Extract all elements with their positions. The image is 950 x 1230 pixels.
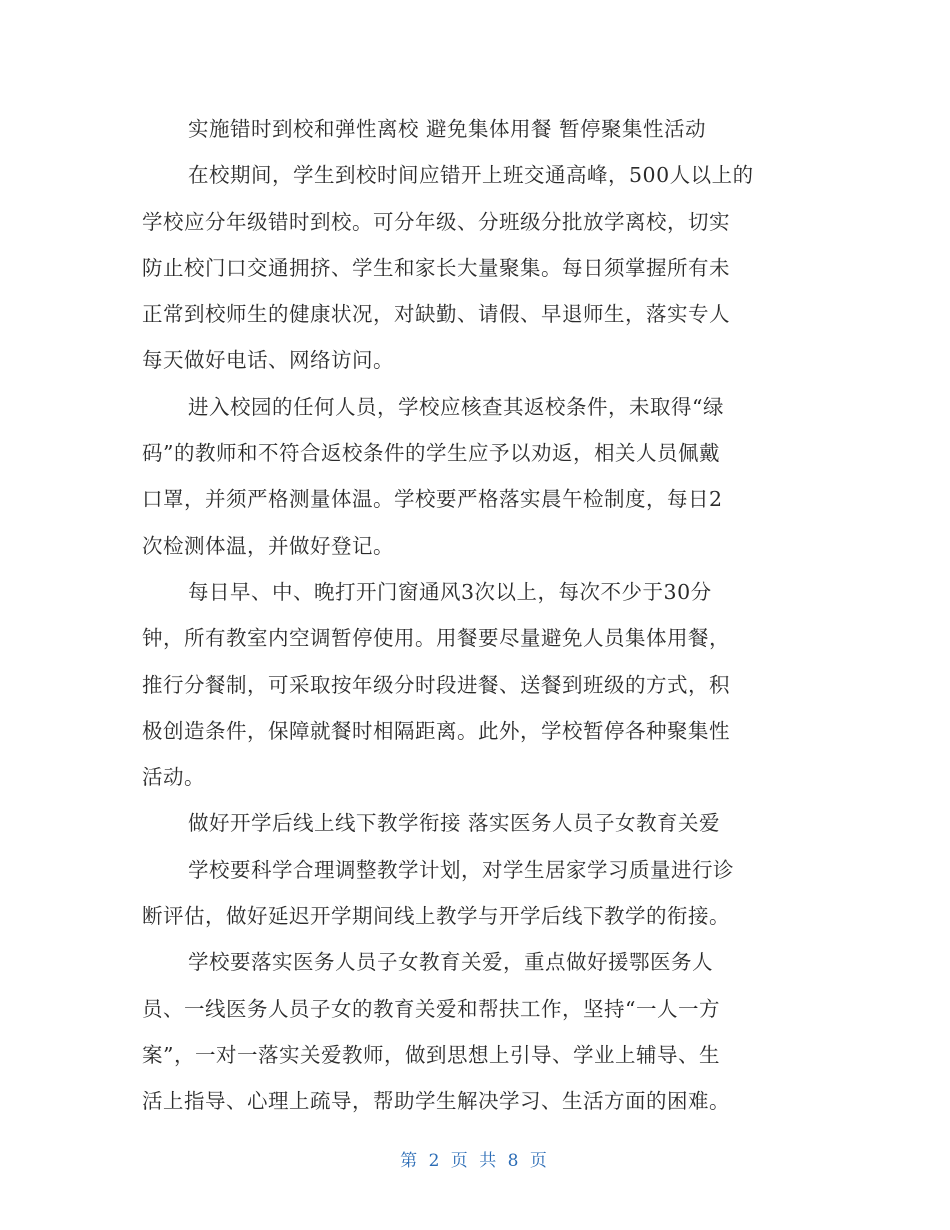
text-line: 码”的教师和不符合返校条件的学生应予以劝返，相关人员佩戴 [142,441,720,466]
text-line: 次检测体温，并做好登记。 [142,533,394,558]
text-line: 极创造条件，保障就餐时相隔距离。此外，学校暂停各种聚集性 [142,718,730,743]
text-line: 在校期间，学生到校时间应错开上班交通高峰，500人以上的 [188,163,754,188]
document-body [142,106,812,1125]
text-line: 实施错时到校和弹性离校 避免集体用餐 暂停聚集性活动 [188,117,707,141]
text-line: 活上指导、心理上疏导，帮助学生解决学习、生活方面的困难。 [142,1089,730,1114]
text-line: 口罩，并须严格测量体温。学校要严格落实晨午检制度，每日2 [142,487,723,512]
text-line: 钟，所有教室内空调暂停使用。用餐要尽量避免人员集体用餐， [142,626,730,651]
text-line: 正常到校师生的健康状况，对缺勤、请假、早退师生，落实专人 [142,302,730,327]
text-line: 断评估，做好延迟开学期间线上教学与开学后线下教学的衔接。 [142,904,730,929]
page-number-footer: 第 2 页 共 8 页 [400,1151,550,1171]
text-line: 进入校园的任何人员，学校应核查其返校条件，未取得“绿 [188,394,724,419]
text-line: 推行分餐制，可采取按年级分时段进餐、送餐到班级的方式，积 [142,672,730,697]
text-line: 案”，一对一落实关爱教师，做到思想上引导、学业上辅导、生 [142,1042,720,1067]
text-line: 员、一线医务人员子女的教育关爱和帮扶工作，坚持“一人一方 [142,996,720,1021]
text-line: 学校应分年级错时到校。可分年级、分班级分批放学离校，切实 [142,209,730,234]
text-line: 学校要落实医务人员子女教育关爱，重点做好援鄂医务人 [188,950,713,975]
text-line: 学校要科学合理调整教学计划，对学生居家学习质量进行诊 [188,857,734,882]
text-line: 做好开学后线上线下教学衔接 落实医务人员子女教育关爱 [188,811,721,836]
text-line: 活动。 [142,765,205,790]
text-line: 防止校门口交通拥挤、学生和家长大量聚集。每日须掌握所有未 [142,255,730,280]
text-line: 每日早、中、晚打开门窗通风3次以上，每次不少于30分 [188,579,712,604]
text-line: 每天做好电话、网络访问。 [142,348,394,373]
